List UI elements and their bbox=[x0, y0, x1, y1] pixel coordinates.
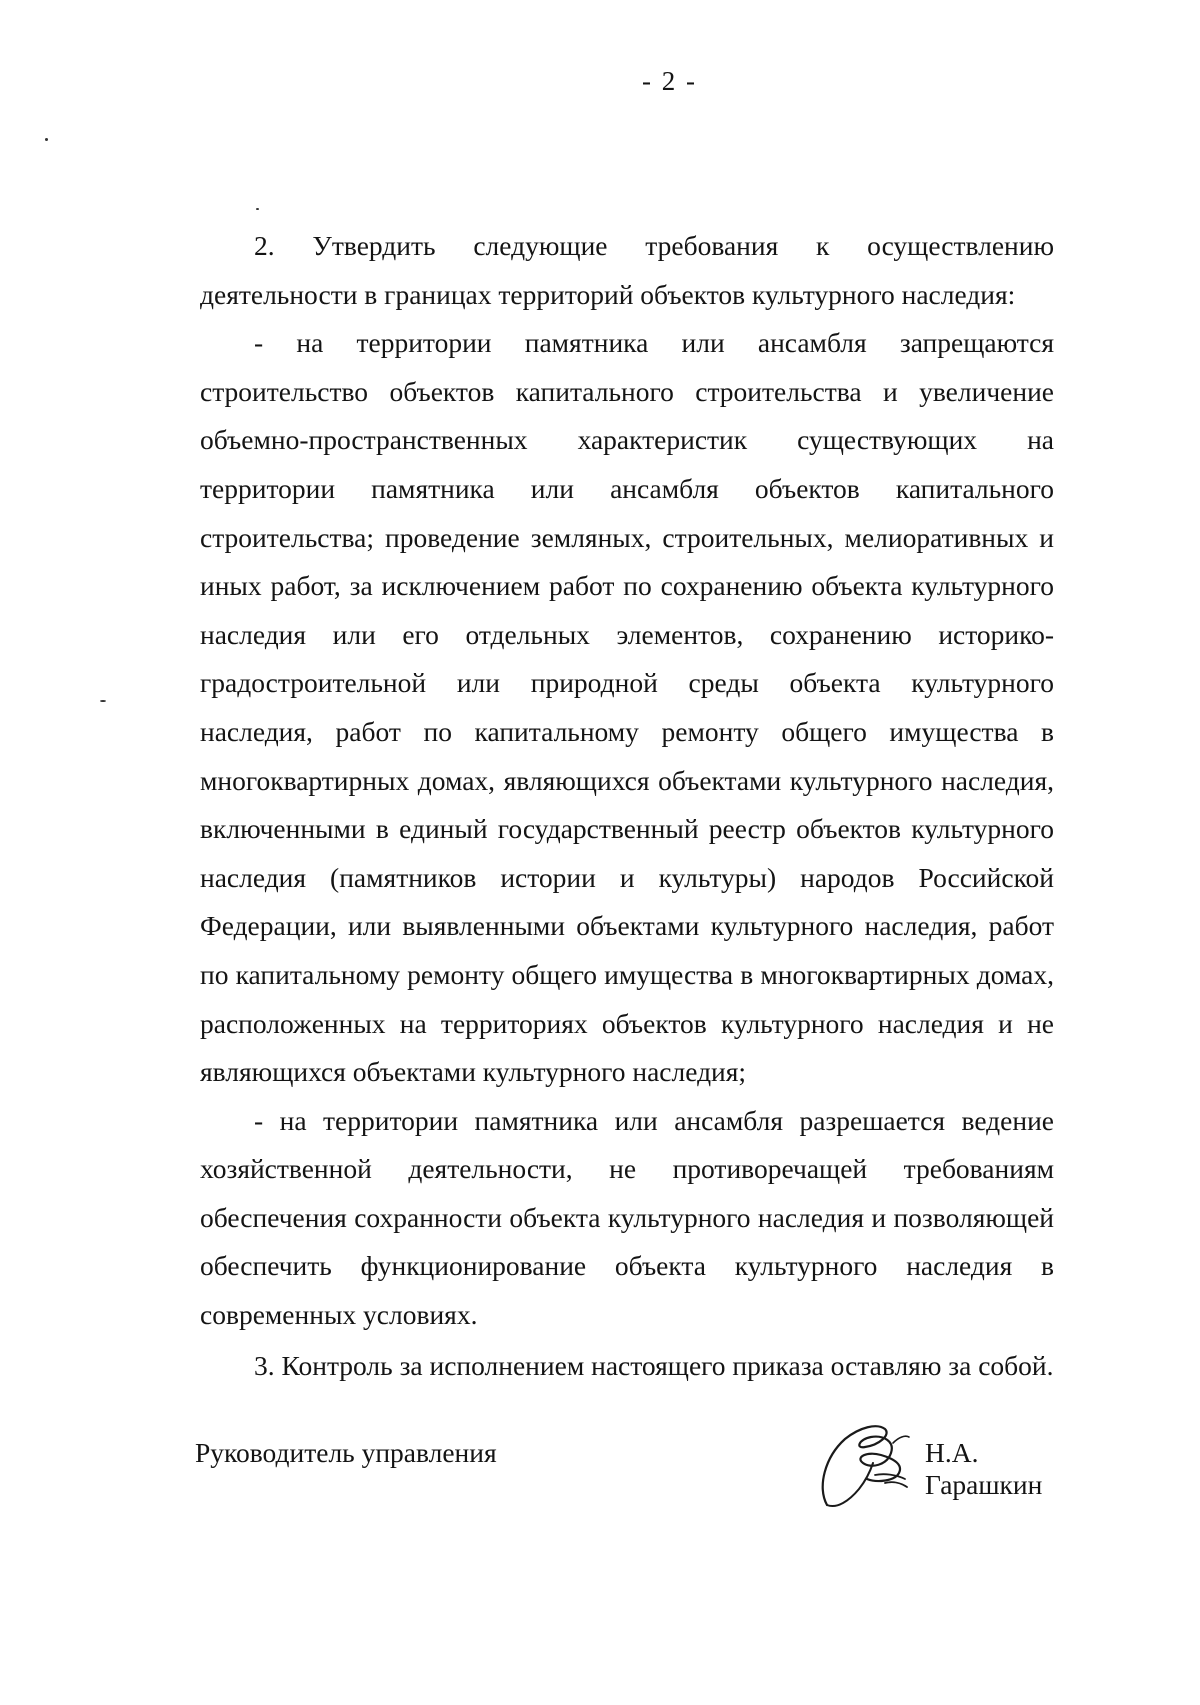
signatory-position: Руководитель управления bbox=[195, 1437, 497, 1468]
scan-speck bbox=[256, 208, 259, 210]
scan-speck bbox=[45, 138, 48, 141]
scan-speck bbox=[100, 700, 106, 702]
page-number: - 2 - bbox=[642, 66, 697, 96]
paragraph-permissions: - на территории памятника или ансамбля разрешается ведение хозяйственной деятельности, не противоречащей требованиям обеспечения сохранности объекта культурного наследия и позволяющей обеспечить функционирование объекта культурного наследия в современных условиях. bbox=[200, 1104, 1054, 1331]
paragraph-item-2: 2. Утвердить следующие требования к осуществлению деятельности в границах территорий объектов культурного наследия: bbox=[200, 230, 1054, 310]
paragraph-item-3: 3. Контроль за исполнением настоящего приказа оставляю за собой. bbox=[254, 1349, 1054, 1381]
signature-block bbox=[195, 1437, 1075, 1500]
order-body-text bbox=[200, 222, 1054, 1390]
handwritten-signature bbox=[815, 1417, 915, 1517]
signatory-name: Н.А. Гарашкин bbox=[925, 1437, 1043, 1500]
paragraph-prohibitions: - на территории памятника или ансамбля запрещаются строительство объектов капитального строительства и увеличение объемно-пространственных характеристик существующих на территории памятника или ансамбля объектов капитального строительства; проведение земляных, строительных, мелиоративных и иных работ, за исключением работ по сохранению объекта культурного наследия или его отдельных элементов, сохранению историко-градостроительной или природной среды объекта культурного наследия, работ по капитальному ремонту общего имущества в многоквартирных домах, являющихся объектами культурного наследия, включенными в единый государственный реестр объектов культурного наследия (памятников истории и культуры) народов Российской Федерации, или выявленными объектами культурного наследия, работ по капитальному ремонту общего имущества в многоквартирных домах, расположенных на территориях объектов культурного наследия и не являющихся объектами культурного наследия; bbox=[200, 327, 1054, 1088]
